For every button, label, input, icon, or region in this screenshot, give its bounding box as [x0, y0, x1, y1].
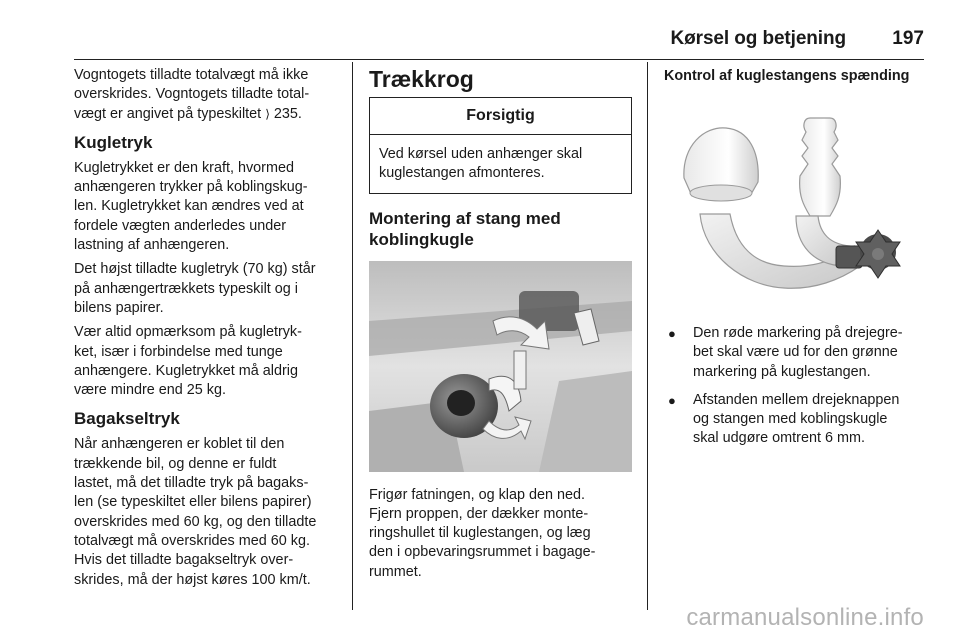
warning-title: Forsigtig: [370, 98, 631, 135]
text-line: len (se typeskiltet eller bilens papirer): [74, 494, 312, 511]
text-line: Når anhængeren er koblet til den: [74, 436, 285, 453]
paragraph: [74, 159, 344, 255]
heading-line: Montering af stang med: [369, 208, 561, 228]
text-line: markering på kuglestangen.: [693, 363, 871, 380]
text-line: den i opbevaringsrummet i bagage-: [369, 544, 596, 561]
text-line: ringshullet til kuglestangen, og læg: [369, 525, 591, 542]
column-middle: [369, 66, 632, 587]
paragraph: [74, 435, 344, 589]
text-line: rummet.: [369, 563, 422, 580]
text-line: Kugletrykket er den kraft, hvormed: [74, 159, 294, 176]
towbar-illustration-drawing: [664, 96, 926, 311]
text-line: lastning af anhængeren.: [74, 237, 230, 254]
text-line: bilens papirer.: [74, 299, 164, 316]
bullet-icon: ●: [668, 392, 676, 408]
text-line: Fjern proppen, der dækker monte-: [369, 505, 589, 522]
text-line: lastet, må det tilladte tryk på bagaks-: [74, 475, 309, 492]
text-line: fordele vægten anderledes under: [74, 217, 287, 234]
heading-kontrol: Kontrol af kuglestangens spænding: [664, 68, 910, 84]
page-number: 197: [892, 28, 924, 49]
text-line: trækkende bil, og denne er fuldt: [74, 455, 277, 472]
text-line: Vogntogets tilladte totalvægt må ikke: [74, 67, 309, 83]
list-item: [664, 391, 926, 449]
text-line: på anhængertrækkets typeskilt og i: [74, 280, 298, 297]
mounting-photo-illustration: [369, 261, 632, 472]
heading-bagakseltryk: Bagakseltryk: [74, 409, 180, 429]
text-line: anhængeren trykker på koblingskug-: [74, 179, 308, 196]
text-line: anhængere. Kugletrykket må aldrig: [74, 362, 298, 379]
text-line: ket, især i forbindelse med tunge: [74, 343, 283, 360]
page-reference[interactable]: 235.: [269, 105, 302, 122]
text-line: totalvægt må overskrides med 60 kg.: [74, 532, 310, 549]
text-line: skal udgøre omtrent 6 mm.: [693, 430, 865, 447]
column-divider: [647, 62, 648, 610]
page-header: [74, 26, 924, 60]
column-left: [74, 66, 344, 595]
heading-montering: [369, 208, 632, 250]
text-line: og stangen med koblingskugle: [693, 411, 888, 428]
intro-paragraph: [74, 66, 344, 124]
text-line: Vær altid opmærksom på kugletryk-: [74, 324, 302, 341]
section-title: Kørsel og betjening: [670, 28, 846, 49]
paragraph: [74, 323, 344, 400]
text-line: overskrides. Vogntogets tilladte total-: [74, 86, 310, 103]
text-line: Frigør fatningen, og klap den ned.: [369, 486, 585, 503]
chapter-title: Trækkrog: [369, 66, 474, 92]
text-line: skrides, må der højst køres 100 km/t.: [74, 571, 311, 588]
text-line: kuglestangen afmonteres.: [379, 165, 545, 182]
text-line: Den røde markering på drejegre-: [693, 325, 903, 341]
text-line: Ved kørsel uden anhænger skal: [379, 146, 583, 162]
text-line: bet skal være ud for den grønne: [693, 344, 898, 361]
text-line: [74, 105, 344, 124]
check-list: [664, 324, 926, 449]
text-line: Afstanden mellem drejeknappen: [693, 391, 900, 408]
column-divider: [352, 62, 353, 610]
paragraph: [74, 260, 344, 318]
text-line: overskrides med 60 kg, og den tilladte: [74, 513, 317, 530]
text-line: len. Kugletrykket kan ændres ved at: [74, 198, 304, 215]
towbar-illustration: [664, 96, 926, 311]
list-item: [664, 324, 926, 382]
heading-line: koblingkugle: [369, 229, 474, 249]
text-line: Hvis det tilladte bagakseltryk over-: [74, 552, 294, 569]
paragraph: [369, 486, 632, 582]
mounting-photo: [369, 261, 632, 472]
bullet-icon: ●: [668, 326, 676, 341]
heading-kugletryk: Kugletryk: [74, 132, 153, 152]
text-line: være mindre end 25 kg.: [74, 382, 226, 399]
watermark: carmanualsonline.info: [686, 604, 924, 631]
page-reference-arrow-icon: ⟩: [265, 106, 270, 121]
warning-box: [369, 97, 632, 194]
text-line: Det højst tilladte kugletryk (70 kg) står: [74, 261, 316, 278]
warning-text: [370, 135, 631, 193]
text-run: vægt er angivet på typeskiltet: [74, 105, 266, 122]
column-right: [664, 66, 926, 458]
